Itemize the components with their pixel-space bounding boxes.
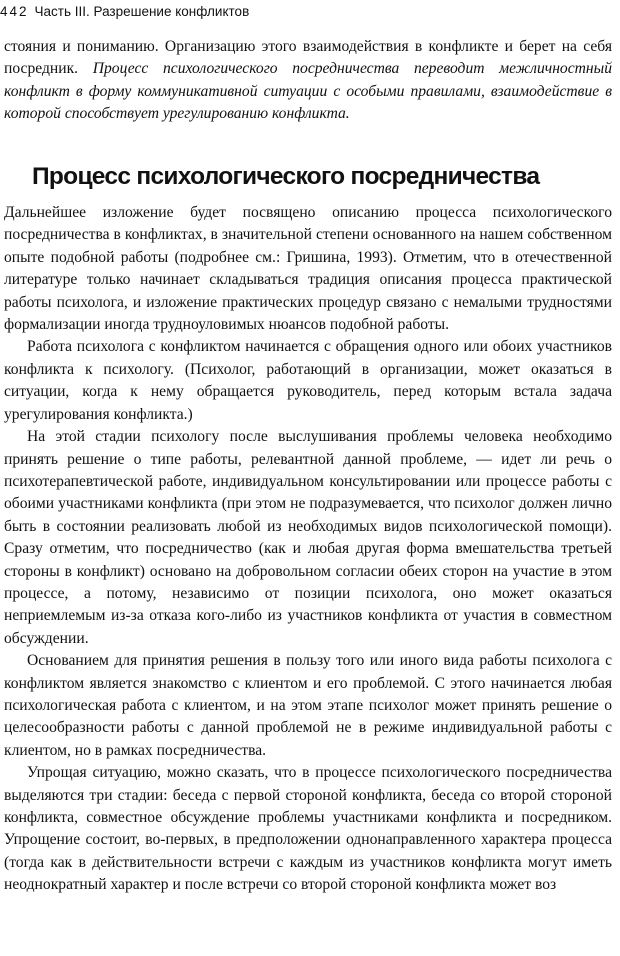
intro-paragraph <box>4 36 612 126</box>
body-paragraph-1: Дальнейшее изложение будет посвящено описанию процесса психологического посредничества в конфликтах, в значительной степени основанного на нашем собственном опыте подобной работы (подробнее см.: Гришина, 1993). Отметим, что в отечественной литературе только начинает складываться традиция описания процесса практической работы психолога, и изложение практических процедур связано с немалыми трудностями формализации иногда трудноуловимых нюансов подобной работы. <box>4 204 612 334</box>
section-heading: Процесс психологического посредничества <box>32 162 540 190</box>
body-paragraph-4: Основанием для принятия решения в пользу того или иного вида работы психолога с конфликтом является знакомство с клиентом и его проблемой. С этого начинается любая психологическая работа с клиентом, и на этом этапе психолог может принять решение о целесообразности работы с данной проблемой не в режиме индивидуальной работы с клиентом, но в рамках посредничества. <box>4 652 612 759</box>
page-body <box>4 36 612 897</box>
page-number: 442 <box>0 4 29 19</box>
intro-italic-text: Процесс психологического посредничества переводит межличностный конфликт в форму коммуникативной ситуации с особыми правилами, взаимодействие в которой способствует урегулированию конфликта. <box>4 60 612 123</box>
intro-plain-text: стояния и пониманию. Организацию этого взаимодействия в конфликте и берет на себя посредник. <box>4 38 612 78</box>
body-paragraph-5: Упрощая ситуацию, можно сказать, что в процессе психологического посредничества выделяются три стадии: беседа с первой стороной конфликта, беседа со второй стороной конфликта, совместное обсуждение проблемы участниками конфликта и посредником. Упрощение состоит, во-первых, в предположении однонаправленного характера процесса (тогда как в действительности встречи с каждым из участников конфликта могут иметь неоднократный характер и после встречи со второй стороной конфликта может воз <box>4 764 612 894</box>
body-paragraph-2: Работа психолога с конфликтом начинается с обращения одного или обоих участников конфликта к психологу. (Психолог, работающий в организации, может оказаться в ситуации, когда к нему обращается руководитель, перед которым встала задача урегулирования конфликта.) <box>4 338 612 423</box>
part-title: Часть III. Разрешение конфликтов <box>34 4 250 19</box>
page-header <box>0 4 249 26</box>
body-paragraph-3: На этой стадии психологу после выслушивания проблемы человека необходимо принять решение о типе работы, релевантной данной проблеме, — идет ли речь о психотерапевтической работе, индивидуальном консультировании или процессе работы с обоими участниками конфликта (при этом не подразумевается, что психолог должен лично быть в состоянии реализовать любой из необходимых видов психологической помощи). Сразу отметим, что посредничество (как и любая другая форма вмешательства третьей стороны в конфликт) основано на добровольном согласии обеих сторон на участие в этом процессе, а потому, независимо от позиции психолога, оно может оказаться неприемлемым из-за отказа кого-либо из участников конфликта от участия в совместном обсуждении. <box>4 428 612 647</box>
